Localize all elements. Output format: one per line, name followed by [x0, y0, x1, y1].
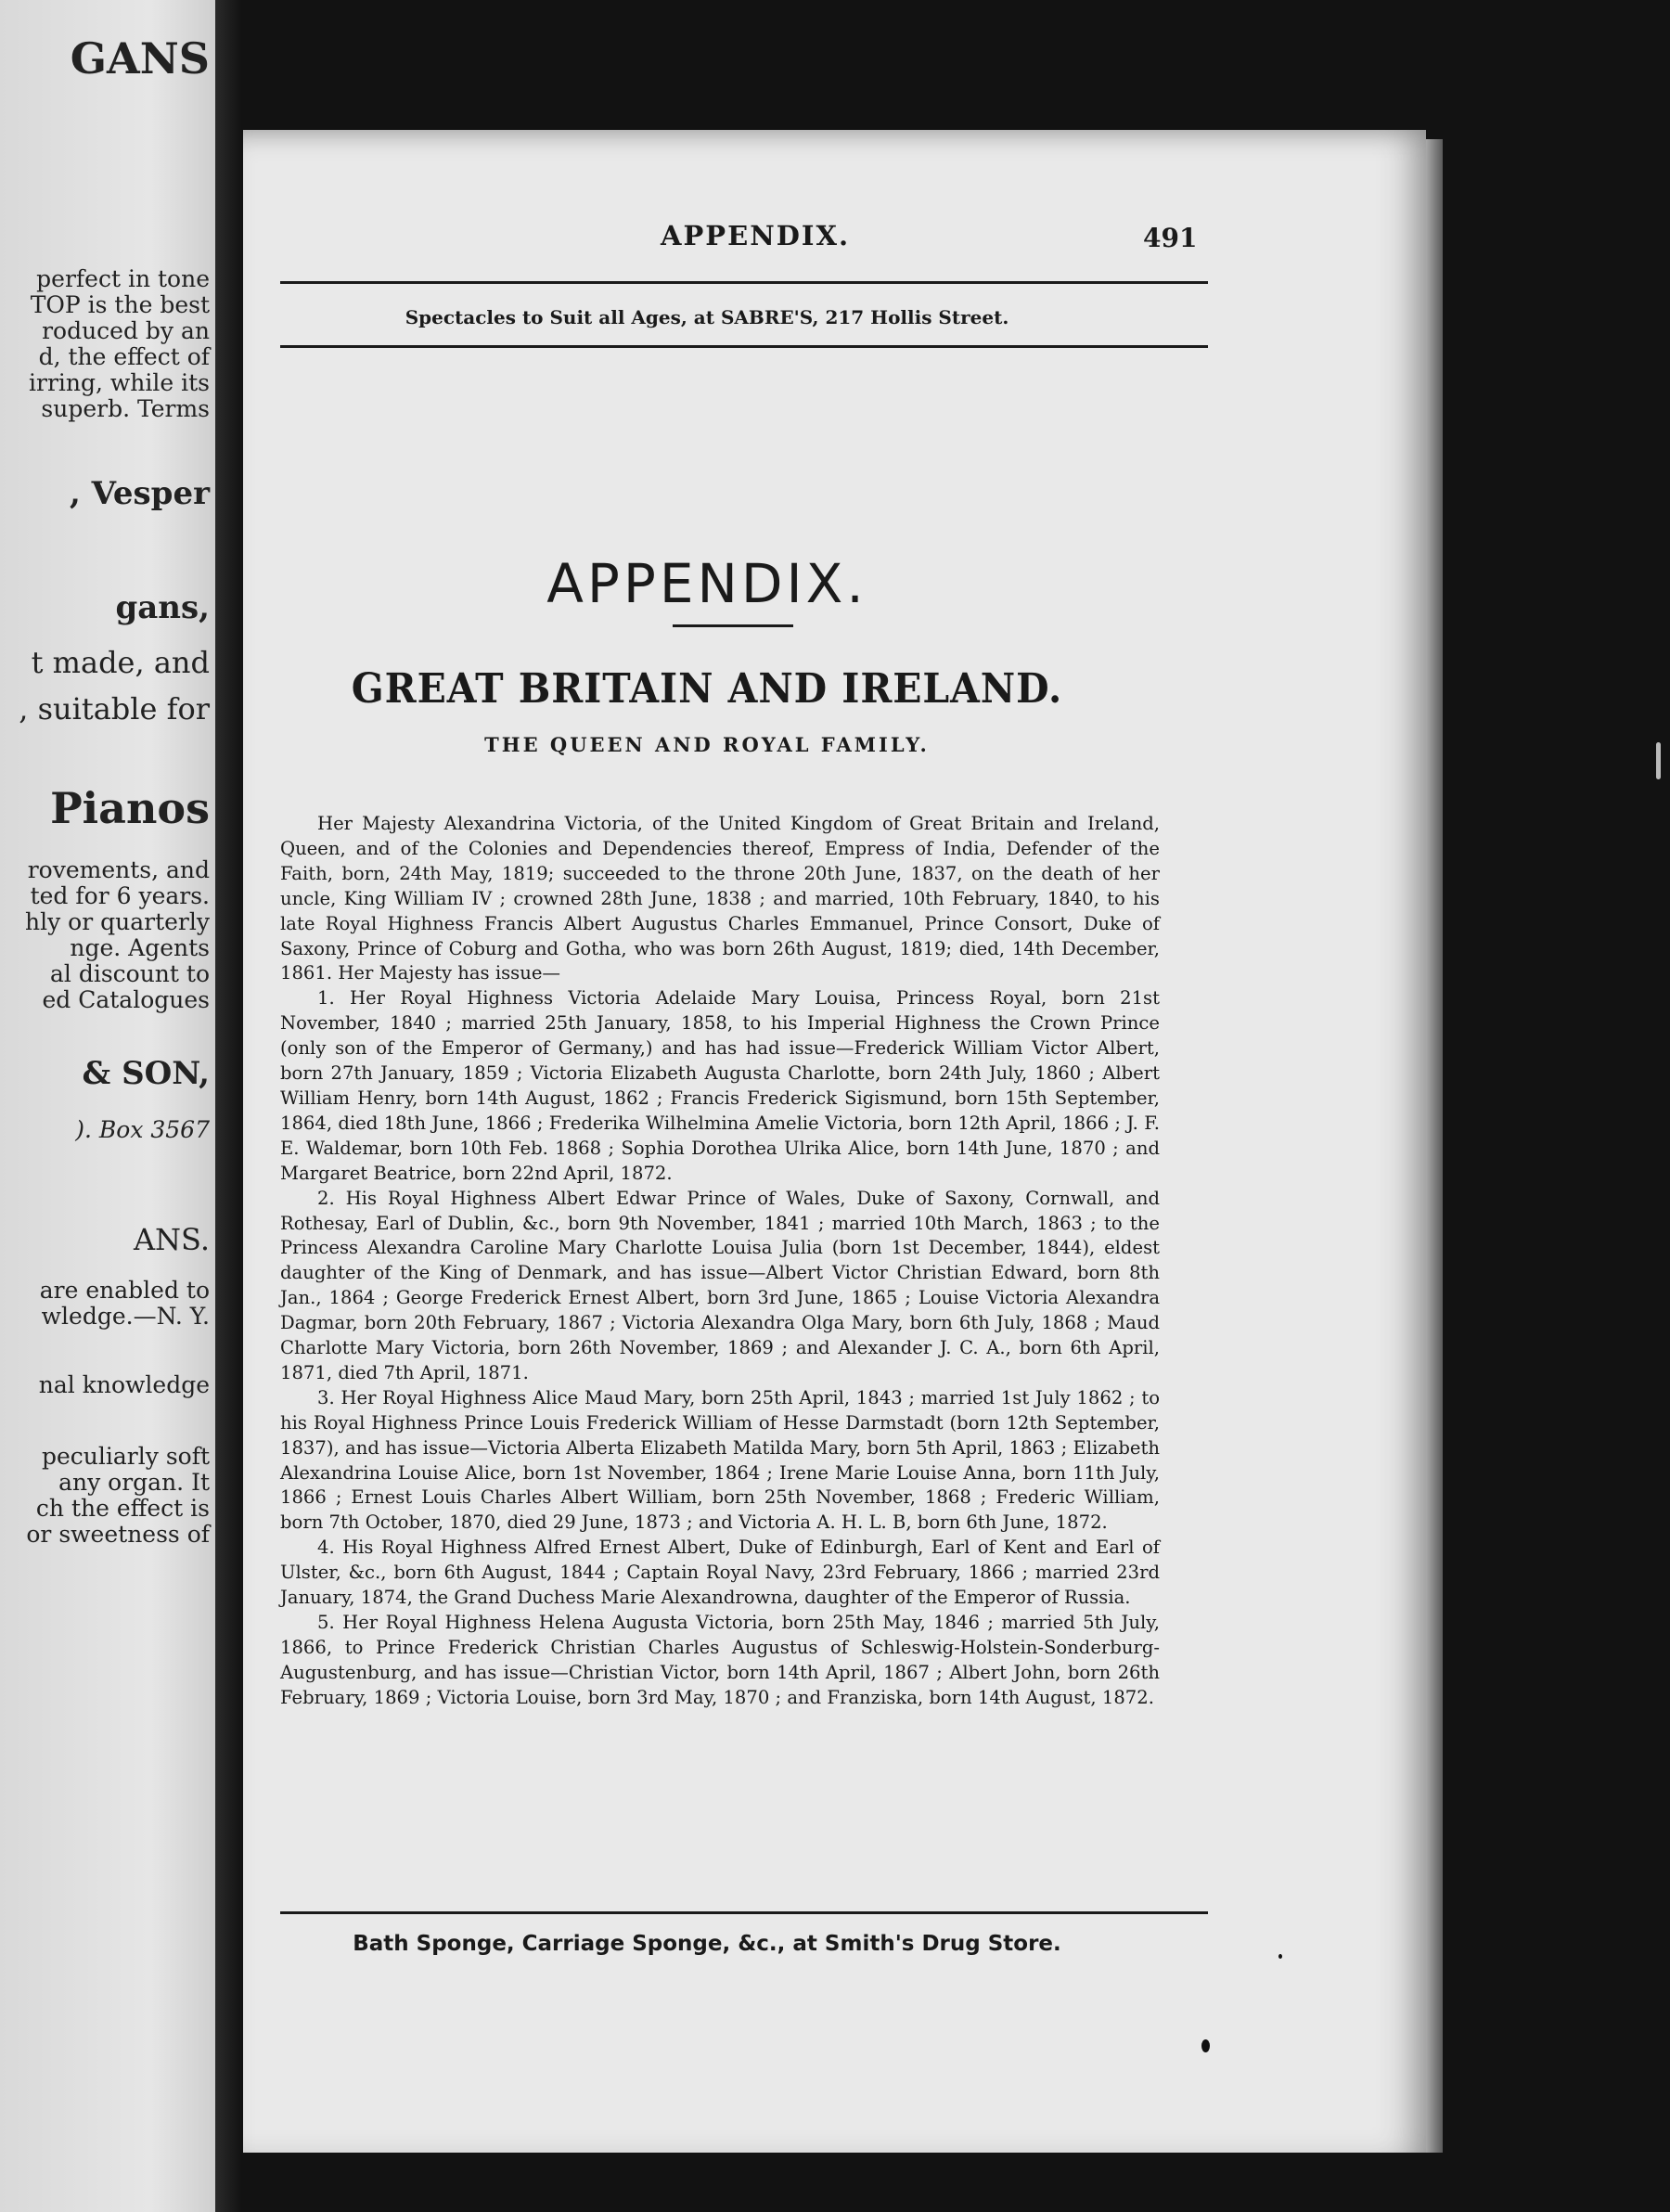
left-page-text: & SON, [82, 1055, 210, 1092]
body-paragraph: 3. Her Royal Highness Alice Maud Mary, born 25th April, 1843 ; married 1st July 1862 ; to his Royal Highness Prince Louis Frederick William of Hesse Darmstadt (born 12th September, 1837), and has issue—Victoria Alberta Elizabeth Matilda Mary, born 5th April, 1863 ; Elizabeth Alexandrina Louise Alice, born 1st November, 1864 ; Irene Marie Louise Anna, born 11th July, 1866 ; Ernest Louis Charles Albert William, born 25th November, 1868 ; Frederic William, born 7th October, 1870, died 29 June, 1873 ; and Victoria A. H. L. B, born 6th June, 1872. [280, 1386, 1160, 1534]
body-paragraph: 2. His Royal Highness Albert Edwar Prince of Wales, Duke of Saxony, Cornwall, and Rothesay, Earl of Dublin, &c., born 9th November, 1841 ; married 10th March, 1863 ; to the Princess Alexandra Caroline Mary Charlotte Louisa Julia (born 1st December, 1844), eldest daughter of the King of Denmark, and has issue—Albert Victor Christian Edward, born 8th Jan., 1864 ; George Frederick Ernest Albert, born 3rd June, 1865 ; Louise Victoria Alexandra Dagmar, born 20th February, 1867 ; Victoria Alexandra Olga Mary, born 6th July, 1868 ; Maud Charlotte Mary Victoria, born 26th November, 1869 ; and Alexander J. C. A., born 6th April, 1871, died 7th April, 1871. [280, 1187, 1160, 1383]
appendix-title: APPENDIX. [546, 552, 867, 615]
left-page-text: ch the effect is [35, 1495, 210, 1522]
left-page-text: any organ. It [58, 1469, 210, 1496]
book-page [243, 130, 1426, 2153]
left-page-text: roduced by an [42, 317, 210, 344]
page-number: 491 [1143, 223, 1198, 253]
page-edge [1426, 139, 1443, 2153]
left-page-text: GANS [70, 33, 210, 84]
country-heading: GREAT BRITAIN AND IRELAND. [351, 665, 1063, 713]
left-page-text: d, the effect of [38, 343, 210, 370]
family-heading: THE QUEEN AND ROYAL FAMILY. [484, 733, 930, 756]
left-page-text: ANS. [133, 1222, 210, 1257]
left-page-text: ). Box 3567 [75, 1116, 210, 1143]
running-head: APPENDIX. [661, 220, 851, 251]
left-page-text: ted for 6 years. [30, 882, 210, 909]
left-page-fragment [0, 0, 215, 2212]
body-text [280, 812, 1160, 1711]
left-page-text: t made, and [31, 645, 210, 680]
dust-speck [1278, 1954, 1282, 1959]
left-page-text: or sweetness of [26, 1521, 210, 1548]
left-page-text: , suitable for [19, 691, 210, 727]
left-page-text: , Vesper [69, 475, 210, 512]
header-rule [280, 281, 1208, 284]
body-paragraph: 5. Her Royal Highness Helena Augusta Victoria, born 25th May, 1846 ; married 5th July, 1866, to Prince Frederick Christian Charles Augustus of Schleswig-Holstein-Sonderburg-Augustenburg, and has issue—Christian Victor, born 14th April, 1867 ; Albert John, born 26th February, 1869 ; Victoria Louise, born 3rd May, 1870 ; and Franziska, born 14th August, 1872. [280, 1612, 1160, 1708]
body-paragraph: Her Majesty Alexandrina Victoria, of the United Kingdom of Great Britain and Ireland, Queen, and of the Colonies and Dependencies thereof, Empress of India, Defender of the Faith, born, 24th May, 1819; succeeded to the throne 20th June, 1837, on the death of her uncle, King William IV ; crowned 28th June, 1838 ; and married, 10th February, 1840, to his late Royal Highness Francis Albert Augustus Charles Emmanuel, Prince Consort, Duke of Saxony, Prince of Coburg and Gotha, who was born 26th August, 1819; died, 14th December, 1861. Her Majesty has issue— [280, 813, 1160, 984]
left-page-text: are enabled to [39, 1277, 210, 1304]
left-page-text: superb. Terms [41, 395, 210, 422]
body-paragraph: 4. His Royal Highness Alfred Ernest Albert, Duke of Edinburgh, Earl of Kent and Earl of Ulster, &c., born 6th August, 1844 ; Captain Royal Navy, 23rd February, 1866 ; married 23rd January, 1874, the Grand Duchess Marie Alexandrowna, daughter of the Emperor of Russia. [280, 1537, 1160, 1609]
advert-bottom: Bath Sponge, Carriage Sponge, &c., at Smith's Drug Store. [353, 1932, 1061, 1956]
dust-speck [1201, 2039, 1210, 2052]
book-gutter [215, 0, 243, 2212]
left-page-text: TOP is the best [30, 291, 210, 318]
left-page-text: nal knowledge [38, 1371, 210, 1398]
left-page-text: wledge.—N. Y. [41, 1303, 210, 1330]
left-page-text: irring, while its [29, 369, 210, 396]
left-page-text: Pianos [50, 783, 210, 833]
left-page-text: ed Catalogues [42, 986, 210, 1013]
left-page-text: hly or quarterly [25, 908, 210, 935]
advert-top: Spectacles to Suit all Ages, at SABRE'S, 217 Hollis Street. [405, 306, 1009, 328]
title-rule [673, 624, 793, 627]
left-page-text: perfect in tone [36, 265, 210, 292]
left-page-text: al discount to [49, 960, 210, 987]
left-page-text: rovements, and [27, 856, 210, 883]
body-paragraph: 1. Her Royal Highness Victoria Adelaide Mary Louisa, Princess Royal, born 21st November, 1840 ; married 25th January, 1858, to his Imperial Highness the Crown Prince (only son of the Emperor of Germany,) and has had issue—Frederick William Victor Albert, born 27th January, 1859 ; Victoria Elizabeth Augusta Charlotte, born 24th July, 1860 ; Albert William Henry, born 14th August, 1862 ; Francis Frederick Sigismund, born 15th September, 1864, died 18th June, 1866 ; Frederika Wilhelmina Amelie Victoria, born 12th April, 1866 ; J. F. E. Waldemar, born 10th Feb. 1868 ; Sophia Dorothea Ulrika Alice, born 14th June, 1870 ; and Margaret Beatrice, born 22nd April, 1872. [280, 987, 1160, 1184]
left-page-text: nge. Agents [70, 934, 210, 961]
footer-rule [280, 1911, 1208, 1914]
dust-speck [1656, 742, 1661, 779]
left-page-text: peculiarly soft [42, 1443, 210, 1470]
left-page-text: gans, [115, 589, 210, 626]
